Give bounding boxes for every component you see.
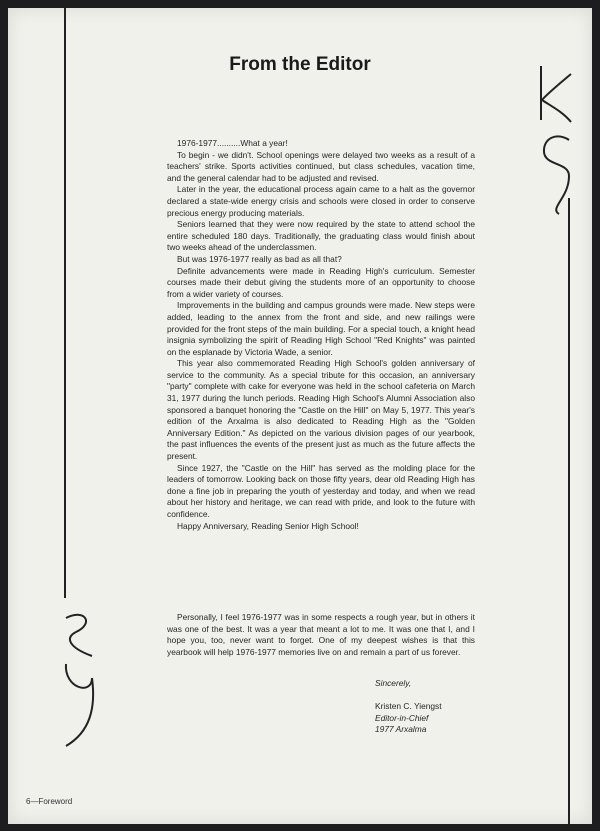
- paragraph: Later in the year, the educational process again came to a halt as the governor declared a state-wide energy crisis and schools were closed in order to conserve precious energy producing materials.: [167, 184, 475, 218]
- signer-role: Editor-in-Chief: [375, 712, 429, 723]
- paragraph: This year also commemorated Reading High School's golden anniversary of service to the community. As a special tribute for this occasion, an anniversary "party" complete with cake for everyone was held in the school cafeteria on March 31, 1977 during the lunch periods. Reading High School's Alumni Association also sponsored a banquet honoring the "Castle on the Hill" on May 5, 1977. This year's edition of the Arxalma is also dedicated to Reading High as the "Golden Anniversary Edition." As depicted on the various division pages of our yearbook, the past influences the events of the present just as much as the future affects the present.: [167, 358, 475, 462]
- paragraph: Happy Anniversary, Reading Senior High School!: [177, 520, 359, 531]
- personal-note: [167, 612, 475, 658]
- personal-paragraph: Personally, I feel 1976-1977 was in some respects a rough year, but in others it was one of the best. It was a year that meant a lot to me. It was one that I, and I hope you, too, never want to forget. One of my deepest wishes is that this yearbook will help 1976-1977 memories live on and remain a part of us forever.: [167, 612, 475, 657]
- paragraph: But was 1976-1977 really as bad as all that?: [177, 253, 342, 264]
- page-footer: 6—Foreword: [26, 797, 73, 806]
- paragraph: To begin - we didn't. School openings were delayed two weeks as a result of a teachers' strike. Sports activities continued, but class schedules, vacation time, and the general calendar had to be adjusted and revised.: [167, 149, 475, 183]
- ks-monogram-top: [535, 58, 579, 218]
- paragraph: Since 1927, the "Castle on the Hill" has served as the molding place for the leaders of tomorrow. Looking back on those fifty years, dear old Reading High has done a fine job in preparing the youth of yesterday and today, and when we read about her history and heritage, we can read with pride, and look to the future with confidence.: [167, 462, 475, 519]
- paragraph: Seniors learned that they were now required by the state to attend school the entire scheduled 180 days. Traditionally, the graduating class would finish about two weeks ahead of the underclassmen.: [167, 219, 475, 253]
- ks-monogram-bottom: [56, 598, 100, 748]
- page-title: From the Editor: [229, 54, 371, 75]
- signature-block: [375, 678, 442, 736]
- signer-name: Kristen C. Yiengst: [375, 701, 442, 712]
- paragraph: Definite advancements were made in Reading High's curriculum. Semester courses made their debut giving the students more of an opportunity to choose from a wider variety of courses.: [167, 265, 475, 299]
- left-vertical-rule: [64, 8, 66, 598]
- yearbook-page: [8, 8, 592, 824]
- paragraph: 1976-1977..........What a year!: [177, 138, 288, 148]
- right-vertical-rule: [568, 198, 570, 824]
- signer-publication: 1977 Arxalma: [375, 724, 427, 735]
- paragraph: Improvements in the building and campus grounds were made. New steps were added, leading to the annex from the front and side, and new railings were provided for the front steps of the main building. For a special touch, a knight head insignia symbolizing the spirit of Reading High School "Red Knights" was painted on the esplanade by Victoria Wade, a senior.: [167, 300, 475, 357]
- closing: Sincerely,: [375, 678, 412, 688]
- editor-letter-body: [167, 138, 475, 532]
